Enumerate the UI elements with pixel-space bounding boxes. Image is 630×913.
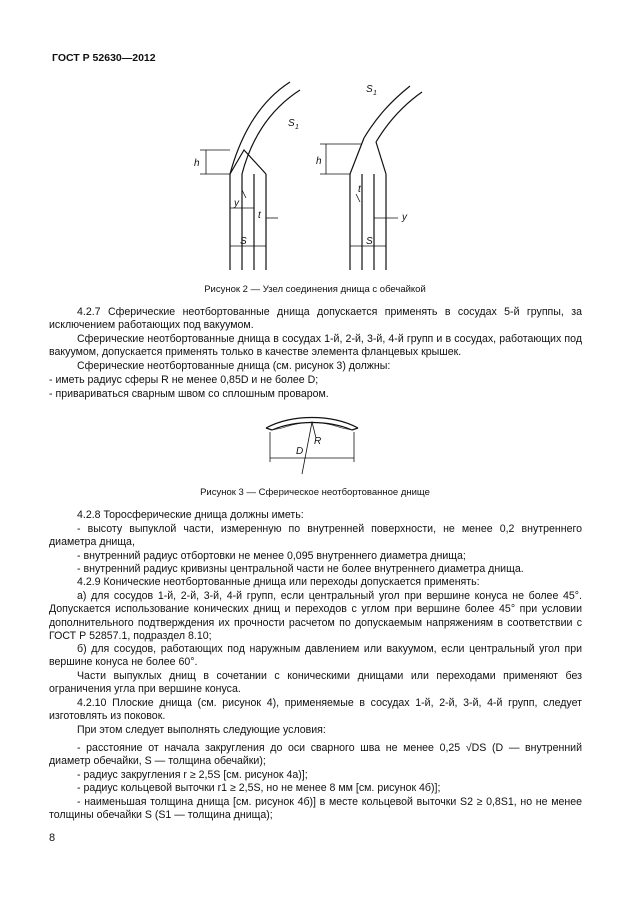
fig3-label-r: R [314, 436, 322, 447]
para-distance: - расстояние от начала закругления до оси сварного шва не менее 0,25 √DS (D — внутренний диаметр обечайки, S — толщина обечайки); [49, 742, 582, 768]
para-conditions: При этом следует выполнять следующие условия: [77, 724, 326, 736]
para-parts-convex: Части выпуклых днищ в сочетании с коническими днищами или переходами применяют без ограничения угла при вершине конуса. [49, 670, 582, 696]
figure-3-drawing [262, 408, 362, 476]
para-radius: - иметь радиус сферы R не менее 0,85D и не более D; [49, 374, 319, 386]
fig2-label-s: S [240, 236, 247, 247]
para-radius-r1: - радиус кольцевой выточки r1 ≥ 2,5S, но не менее 8 мм [см. рисунок 4б)]; [77, 782, 441, 794]
page-number: 8 [49, 832, 56, 844]
fig2-label-s-right: S [366, 236, 373, 247]
fig2-label-y-right: y [402, 212, 407, 223]
shell-wall-right [350, 174, 386, 270]
para-torosph-curvature: - внутренний радиус кривизны центральной части не более внутреннего диаметра днища. [77, 563, 524, 575]
fig2-label-y: y [234, 198, 239, 209]
para-4-2-7: 4.2.7 Сферические неотбортованные днища допускается применять в сосудах 5-й группы, за исключением работающих под вакуумом. [49, 306, 582, 332]
fig2-label-h-right: h [316, 156, 322, 167]
para-min-thickness: - наименьшая толщина днища [см. рисунок 4б)] в месте кольцевой выточки S2 ≥ 0,8S1, но не менее толщины обечайки S (S1 — толщина днища); [49, 796, 582, 822]
para-4-2-8: 4.2.8 Торосферические днища должны иметь: [77, 509, 304, 521]
fig3-label-d: D [296, 446, 304, 457]
para-4-2-9-a: а) для сосудов 1-й, 2-й, 3-й, 4-й групп, если центральный угол при вершине конуса не более 45°. Допускается использование конических днищ и переходов с углом при вершине более 45° при условии дополнительного подтверждения их прочности расчетом по допускаемым напряжениям в соответствии с ГОСТ Р 52857.1, подраздел 8.10; [49, 590, 582, 643]
para-torosph-height: - высоту выпуклой части, измеренную по внутренней поверхности, не менее 0,2 внутреннего диаметра днища, [49, 523, 582, 549]
figure-2-drawing [190, 78, 440, 278]
para-weld: - привариваться сварным швом со сплошным проваром. [49, 388, 329, 400]
svg-text:1: 1 [373, 90, 377, 97]
fig2-label-s1: S [288, 118, 295, 129]
para-4-2-10: 4.2.10 Плоские днища (см. рисунок 4), применяемые в сосудах 1-й, 2-й, 3-й, 4-й групп, следует изготовлять из поковок. [49, 697, 582, 723]
para-4-2-9-b: б) для сосудов, работающих под наружным давлением или вакуумом, если центральный угол при вершине конуса не более 60°. [49, 643, 582, 669]
para-4-2-9: 4.2.9 Конические неотбортованные днища или переходы допускается применять: [77, 576, 480, 588]
svg-text:1: 1 [295, 124, 299, 131]
para-spherical-must: Сферические неотбортованные днища (см. рисунок 3) должны: [77, 360, 391, 372]
fig2-label-t: t [258, 210, 261, 221]
fig2-label-s1-right: S [366, 84, 373, 95]
figure-3-caption: Рисунок 3 — Сферическое неотбортованное днище [200, 487, 430, 498]
document-header: ГОСТ Р 52630—2012 [52, 52, 156, 64]
para-spherical-usage: Сферические неотбортованные днища в сосудах 1-й, 2-й, 3-й, 4-й групп и в сосудах, работающих под вакуумом, допускается применять только в качестве элемента фланцевых крышек. [49, 333, 582, 359]
para-torosph-radius: - внутренний радиус отбортовки не менее 0,095 внутреннего диаметра днища; [77, 550, 466, 562]
fig2-label-t-right: t [358, 184, 361, 195]
shell-wall-left [230, 174, 266, 270]
figure-2-caption: Рисунок 2 — Узел соединения днища с обечайкой [204, 284, 426, 295]
para-radius-r: - радиус закругления r ≥ 2,5S [см. рисунок 4а)]; [77, 769, 308, 781]
fig2-label-h: h [194, 158, 200, 169]
